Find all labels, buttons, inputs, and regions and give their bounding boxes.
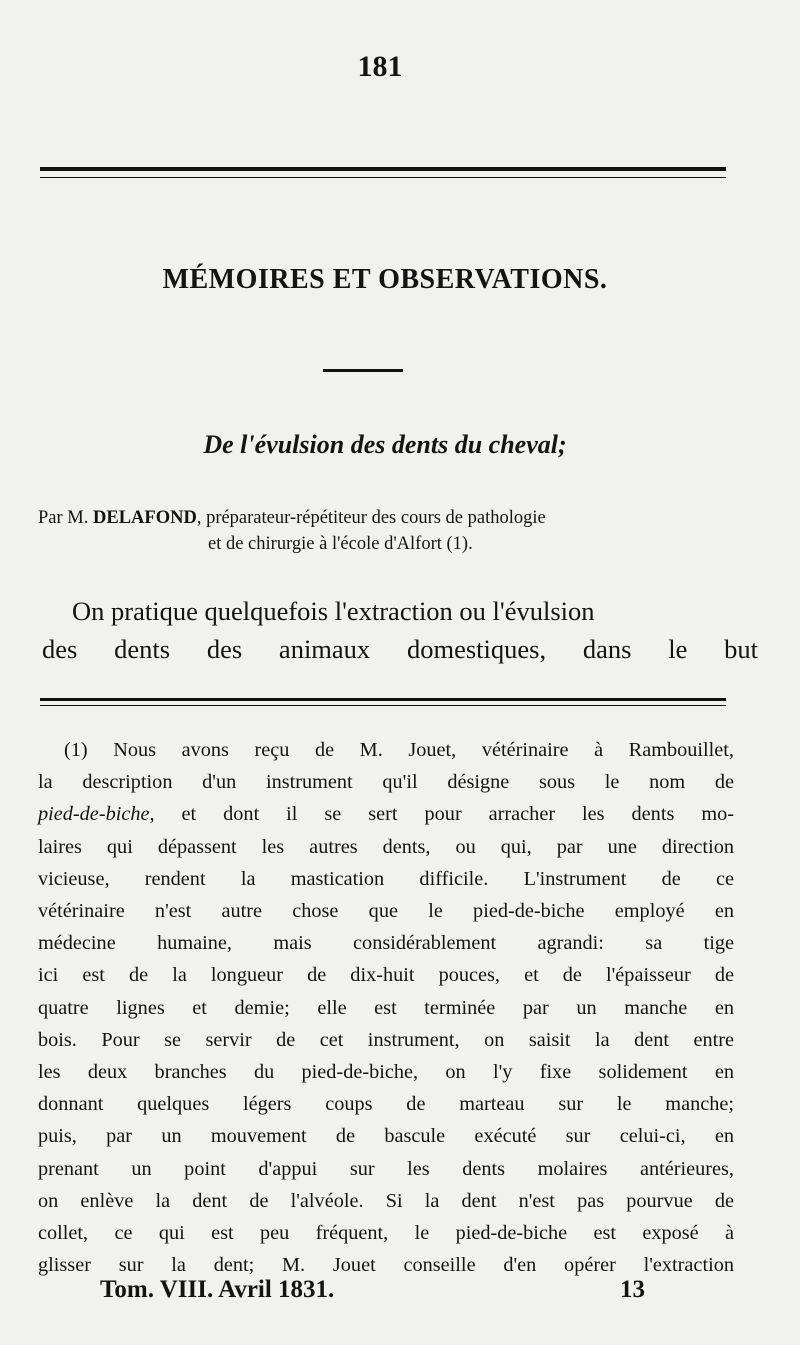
footnote-line [38,798,734,830]
footnote-line: donnant quelques légers coups de marteau sur le manche; [38,1093,734,1116]
section-title: MÉMOIRES ET OBSERVATIONS. [162,264,608,295]
signature-mark: 13 [620,1276,645,1303]
body-text [42,592,758,668]
byline-author: DELAFOND [93,508,197,528]
volume-date: Tom. VIII. Avril 1831. [100,1276,335,1303]
byline-affiliation: , préparateur-répétiteur des cours de pathologie [196,508,546,528]
body-line: On pratique quelquefois l'extraction ou l'évulsion [72,596,595,626]
footnote-line: les deux branches du pied-de-biche, on l'y fixe solidement en [38,1061,734,1084]
footnote-line-rest: , et dont il se sert pour arracher les dents mo- [149,803,734,826]
byline-line-1 [38,505,758,531]
body-line: des dents des animaux domestiques, dans le but [42,634,758,664]
footnote-line: vicieuse, rendent la mastication difficile. L'instrument de ce [38,867,734,890]
page-number: 181 [357,50,403,83]
footnote-line: ici est de la longueur de dix-huit pouces, et de l'épaisseur de [38,964,734,987]
footnote-line: on enlève la dent de l'alvéole. Si la dent n'est pas pourvue de [38,1189,734,1212]
footnote-separator-rule [40,698,726,706]
header-double-rule [40,167,726,178]
byline-line-2: et de chirurgie à l'école d'Alfort (1). [208,534,473,554]
footnote-line: quatre lignes et demie; elle est terminée par un manche en [38,996,734,1019]
byline [38,505,758,557]
footnote-line: puis, par un mouvement de bascule exécuté sur celui-ci, en [38,1125,734,1148]
footnote-line: bois. Pour se servir de cet instrument, on saisit la dent entre [38,1028,734,1051]
footnote-line: prenant un point d'appui sur les dents molaires antérieures, [38,1157,734,1180]
footnote-line: glisser sur la dent; M. Jouet conseille d'en opérer l'extraction [38,1254,734,1277]
article-title: De l'évulsion des dents du cheval; [203,430,567,459]
title-separator-rule [323,369,403,372]
footnote-italic-term: pied-de-biche [38,803,150,826]
byline-prefix: Par M. [38,508,93,528]
footnote-line: (1) Nous avons reçu de M. Jouet, vétérinaire à Rambouillet, [64,739,734,761]
footnote-line: médecine humaine, mais considérablement agrandi: sa tige [38,932,734,955]
footnote-line: laires qui dépassent les autres dents, ou qui, par une direction [38,835,734,858]
footnote-line: vétérinaire n'est autre chose que le pied-de-biche employé en [38,900,734,923]
footnote-line: la description d'un instrument qu'il désigne sous le nom de [38,771,734,794]
footnote-line: collet, ce qui est peu fréquent, le pied-de-biche est exposé à [38,1222,734,1245]
footnote [38,734,734,1281]
